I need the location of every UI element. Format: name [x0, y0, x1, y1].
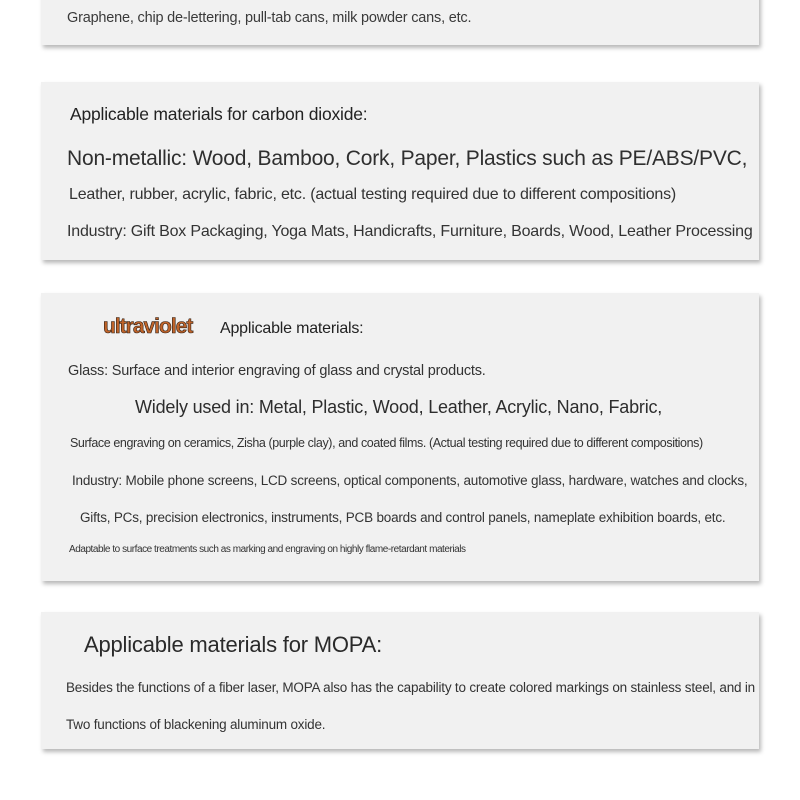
materials-panel-mopa	[41, 612, 759, 749]
materials-panel-uv	[41, 293, 759, 581]
uv-widely-used-line: Widely used in: Metal, Plastic, Wood, Leather, Acrylic, Nano, Fabric,	[135, 397, 663, 417]
materials-panel-fiber	[41, 0, 759, 45]
uv-glass-line: Glass: Surface and interior engraving of glass and crystal products.	[68, 363, 486, 379]
ultraviolet-logo-text: ultraviolet	[103, 315, 193, 338]
uv-adaptable-line: Adaptable to surface treatments such as marking and engraving on highly flame-retardant materials	[69, 544, 466, 555]
co2-nonmetallic-line: Non-metallic: Wood, Bamboo, Cork, Paper, Plastics such as PE/ABS/PVC,	[67, 147, 748, 170]
uv-industry-line: Industry: Mobile phone screens, LCD screens, optical components, automotive glass, hardware, watches and clocks,	[72, 473, 748, 488]
co2-panel-title: Applicable materials for carbon dioxide:	[70, 104, 368, 124]
materials-panel-co2	[41, 82, 759, 260]
mopa-description-line: Besides the functions of a fiber laser, MOPA also has the capability to create colored markings on stainless steel, and in	[66, 680, 755, 695]
co2-materials-line: Leather, rubber, acrylic, fabric, etc. (actual testing required due to different compositions)	[69, 186, 677, 203]
mopa-panel-title: Applicable materials for MOPA:	[84, 632, 383, 657]
uv-panel-title: Applicable materials:	[220, 320, 364, 337]
fiber-materials-line: Graphene, chip de-lettering, pull-tab cans, milk powder cans, etc.	[67, 10, 472, 26]
co2-industry-line: Industry: Gift Box Packaging, Yoga Mats, Handicrafts, Furniture, Boards, Wood, Leather Processing	[67, 223, 753, 240]
uv-gifts-line: Gifts, PCs, precision electronics, instruments, PCB boards and control panels, nameplate exhibition boards, etc.	[80, 510, 726, 525]
uv-surface-line: Surface engraving on ceramics, Zisha (purple clay), and coated films. (Actual testing required due to different compositions)	[70, 436, 703, 450]
mopa-aluminum-line: Two functions of blackening aluminum oxide.	[66, 717, 326, 732]
